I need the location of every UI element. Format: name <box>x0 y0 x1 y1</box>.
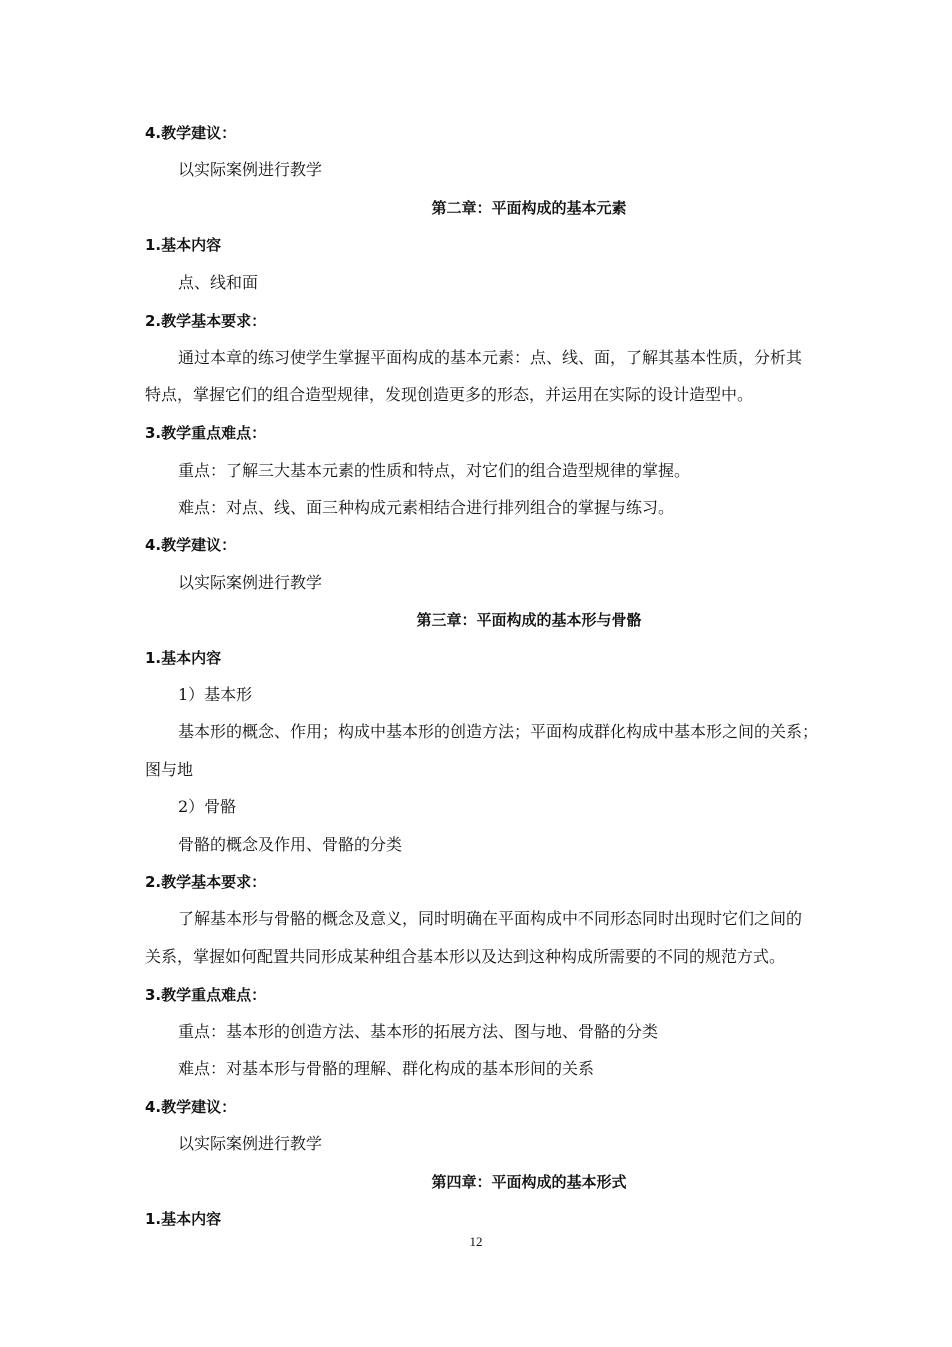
paragraph: 以实际案例进行教学 <box>178 160 323 179</box>
section-heading-teaching-suggestion: 4.教学建议： <box>145 536 237 554</box>
paragraph: 难点：对基本形与骨骼的理解、群化构成的基本形间的关系 <box>178 1059 595 1078</box>
paragraph: 以实际案例进行教学 <box>178 573 323 592</box>
section-heading-basic-content: 1.基本内容 <box>145 1210 222 1228</box>
paragraph: 通过本章的练习使学生掌握平面构成的基本元素：点、线、面，了解其基本性质，分析其 <box>178 348 803 367</box>
paragraph: 基本形的概念、作用；构成中基本形的创造方法；平面构成群化构成中基本形之间的关系； <box>178 722 819 741</box>
paragraph: 重点：了解三大基本元素的性质和特点，对它们的组合造型规律的掌握。 <box>178 461 691 480</box>
section-heading-teaching-suggestion: 4.教学建议： <box>145 124 237 142</box>
page-number: 12 <box>469 1234 483 1249</box>
paragraph-continuation: 关系，掌握如何配置共同形成某种组合基本形以及达到这种构成所需要的不同的规范方式。 <box>145 947 786 966</box>
paragraph: 了解基本形与骨骼的概念及意义，同时明确在平面构成中不同形态同时出现时它们之间的 <box>178 909 803 928</box>
list-item: 2）骨骼 <box>178 797 237 816</box>
paragraph: 重点：基本形的创造方法、基本形的拓展方法、图与地、骨骼的分类 <box>178 1022 659 1041</box>
paragraph: 难点：对点、线、面三种构成元素相结合进行排列组合的掌握与练习。 <box>178 498 675 517</box>
section-heading-key-points: 3.教学重点难点： <box>145 986 267 1004</box>
paragraph-continuation: 特点，掌握它们的组合造型规律，发现创造更多的形态，并运用在实际的设计造型中。 <box>145 385 754 404</box>
paragraph: 点、线和面 <box>178 273 259 292</box>
chapter-title: 第二章：平面构成的基本元素 <box>431 199 627 217</box>
chapter-title: 第四章：平面构成的基本形式 <box>431 1173 627 1191</box>
section-heading-key-points: 3.教学重点难点： <box>145 424 267 442</box>
paragraph: 骨骼的概念及作用、骨骼的分类 <box>178 835 403 854</box>
section-heading-teaching-suggestion: 4.教学建议： <box>145 1098 237 1116</box>
paragraph: 以实际案例进行教学 <box>178 1134 323 1153</box>
list-item: 1）基本形 <box>178 685 253 704</box>
chapter-title: 第三章：平面构成的基本形与骨骼 <box>416 611 642 629</box>
section-heading-basic-content: 1.基本内容 <box>145 236 222 254</box>
section-heading-basic-requirements: 2.教学基本要求： <box>145 312 267 330</box>
paragraph-continuation: 图与地 <box>145 760 194 779</box>
section-heading-basic-requirements: 2.教学基本要求： <box>145 873 267 891</box>
section-heading-basic-content: 1.基本内容 <box>145 649 222 667</box>
